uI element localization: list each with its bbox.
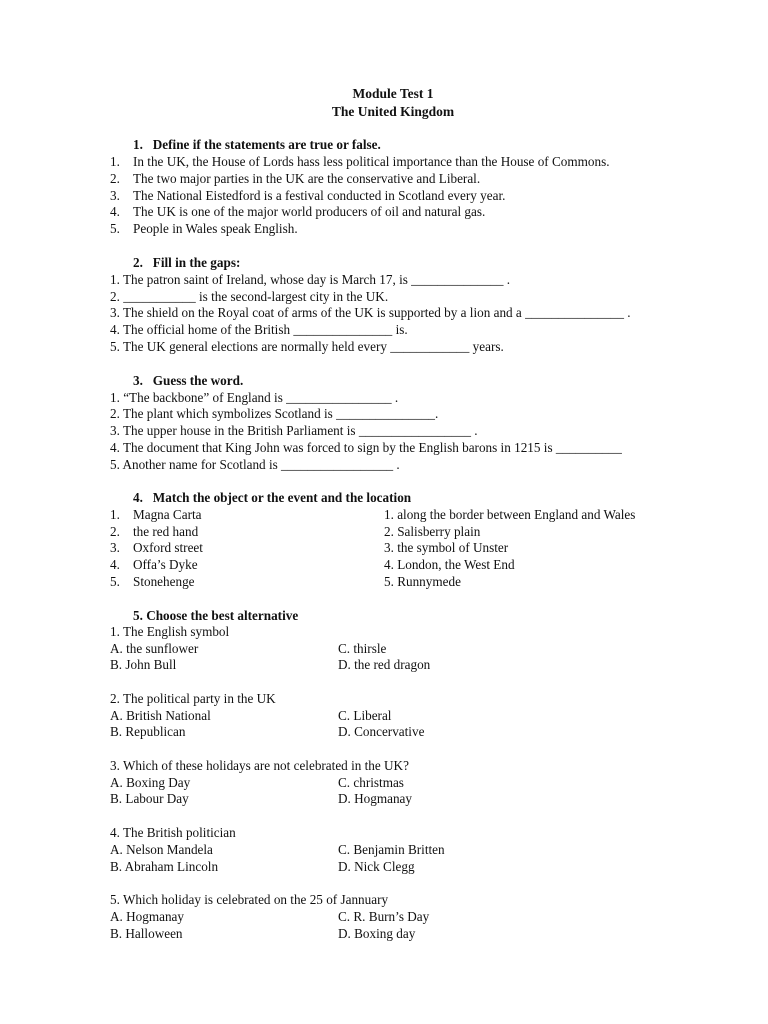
- match-right-item: 3. the symbol of Unster: [384, 540, 509, 555]
- match-left-item: [110, 507, 201, 523]
- item-text: Offa’s Dyke: [133, 557, 198, 572]
- page-subtitle: The United Kingdom: [331, 104, 455, 119]
- list-item: [110, 204, 485, 220]
- item-number: 3.: [110, 540, 120, 555]
- match-left-item: [110, 524, 198, 540]
- item-number: 5.: [110, 221, 120, 236]
- question-text: 2. The political party in the UK: [110, 691, 276, 706]
- option-c: C. R. Burn’s Day: [338, 909, 430, 924]
- option-d: D. the red dragon: [338, 657, 431, 672]
- option-a: A. Nelson Mandela: [110, 842, 213, 857]
- match-left-item: [110, 574, 195, 590]
- item-text: People in Wales speak English.: [133, 221, 298, 236]
- question-text: 4. The British politician: [110, 825, 236, 840]
- option-a: A. the sunflower: [110, 641, 199, 656]
- option-c: C. Liberal: [338, 708, 392, 723]
- item-number: 4.: [110, 204, 120, 219]
- section-1-heading: 1. Define if the statements are true or false.: [133, 137, 381, 152]
- list-item: 1. “The backbone” of England is ________________ .: [110, 390, 399, 405]
- item-number: 3.: [110, 188, 120, 203]
- item-number: 1.: [110, 507, 120, 522]
- option-a: A. Hogmanay: [110, 909, 184, 924]
- option-d: D. Concervative: [338, 724, 425, 739]
- option-b: B. Republican: [110, 724, 186, 739]
- section-4-heading: 4. Match the object or the event and the location: [133, 490, 412, 505]
- item-text: Magna Carta: [133, 507, 202, 522]
- match-left-item: [110, 557, 198, 573]
- option-a: A. British National: [110, 708, 211, 723]
- match-right-item: 4. London, the West End: [384, 557, 515, 572]
- item-text: The UK is one of the major world producers of oil and natural gas.: [133, 204, 486, 219]
- match-left-item: [110, 540, 203, 556]
- match-right-item: 1. along the border between England and Wales: [384, 507, 636, 522]
- match-right-item: 5. Runnymede: [384, 574, 461, 589]
- option-c: C. thirsle: [338, 641, 387, 656]
- list-item: 1. The patron saint of Ireland, whose day is March 17, is ______________ .: [110, 272, 511, 287]
- list-item: 2. The plant which symbolizes Scotland is _______________.: [110, 406, 439, 421]
- item-number: 1.: [110, 154, 120, 169]
- list-item: [110, 154, 610, 170]
- section-3-heading: 3. Guess the word.: [133, 373, 244, 388]
- question-text: 1. The English symbol: [110, 624, 230, 639]
- item-text: Oxford street: [133, 540, 203, 555]
- list-item: 3. The upper house in the British Parliament is _________________ .: [110, 423, 478, 438]
- list-item: 4. The official home of the British _______________ is.: [110, 322, 408, 337]
- option-b: B. Abraham Lincoln: [110, 859, 219, 874]
- option-b: B. Halloween: [110, 926, 183, 941]
- option-d: D. Nick Clegg: [338, 859, 415, 874]
- item-number: 5.: [110, 574, 120, 589]
- option-c: C. Benjamin Britten: [338, 842, 445, 857]
- item-text: the red hand: [133, 524, 199, 539]
- option-c: C. christmas: [338, 775, 404, 790]
- list-item: [110, 188, 505, 204]
- option-d: D. Hogmanay: [338, 791, 412, 806]
- list-item: [110, 171, 480, 187]
- item-text: In the UK, the House of Lords hass less political importance than the House of Commons.: [133, 154, 610, 169]
- list-item: [110, 221, 298, 237]
- list-item: 3. The shield on the Royal coat of arms of the UK is supported by a lion and a _______________ .: [110, 305, 631, 320]
- page-title: Module Test 1: [352, 86, 434, 101]
- list-item: 4. The document that King John was forced to sign by the English barons in 1215 is __________: [110, 440, 622, 455]
- list-item: 2. ___________ is the second-largest city in the UK.: [110, 289, 389, 304]
- item-text: Stonehenge: [133, 574, 195, 589]
- item-text: The two major parties in the UK are the conservative and Liberal.: [133, 171, 481, 186]
- option-b: B. John Bull: [110, 657, 177, 672]
- section-2-heading: 2. Fill in the gaps:: [133, 255, 241, 270]
- item-text: The National Eistedford is a festival conducted in Scotland every year.: [133, 188, 506, 203]
- option-b: B. Labour Day: [110, 791, 189, 806]
- option-d: D. Boxing day: [338, 926, 416, 941]
- question-text: 5. Which holiday is celebrated on the 25 of Jannuary: [110, 892, 389, 907]
- item-number: 2.: [110, 524, 120, 539]
- item-number: 4.: [110, 557, 120, 572]
- option-a: A. Boxing Day: [110, 775, 191, 790]
- list-item: 5. The UK general elections are normally held every ____________ years.: [110, 339, 504, 354]
- list-item: 5. Another name for Scotland is _________________ .: [110, 457, 400, 472]
- question-text: 3. Which of these holidays are not celebrated in the UK?: [110, 758, 409, 773]
- section-5-heading: 5. Choose the best alternative: [133, 608, 299, 623]
- match-right-item: 2. Salisberry plain: [384, 524, 481, 539]
- item-number: 2.: [110, 171, 120, 186]
